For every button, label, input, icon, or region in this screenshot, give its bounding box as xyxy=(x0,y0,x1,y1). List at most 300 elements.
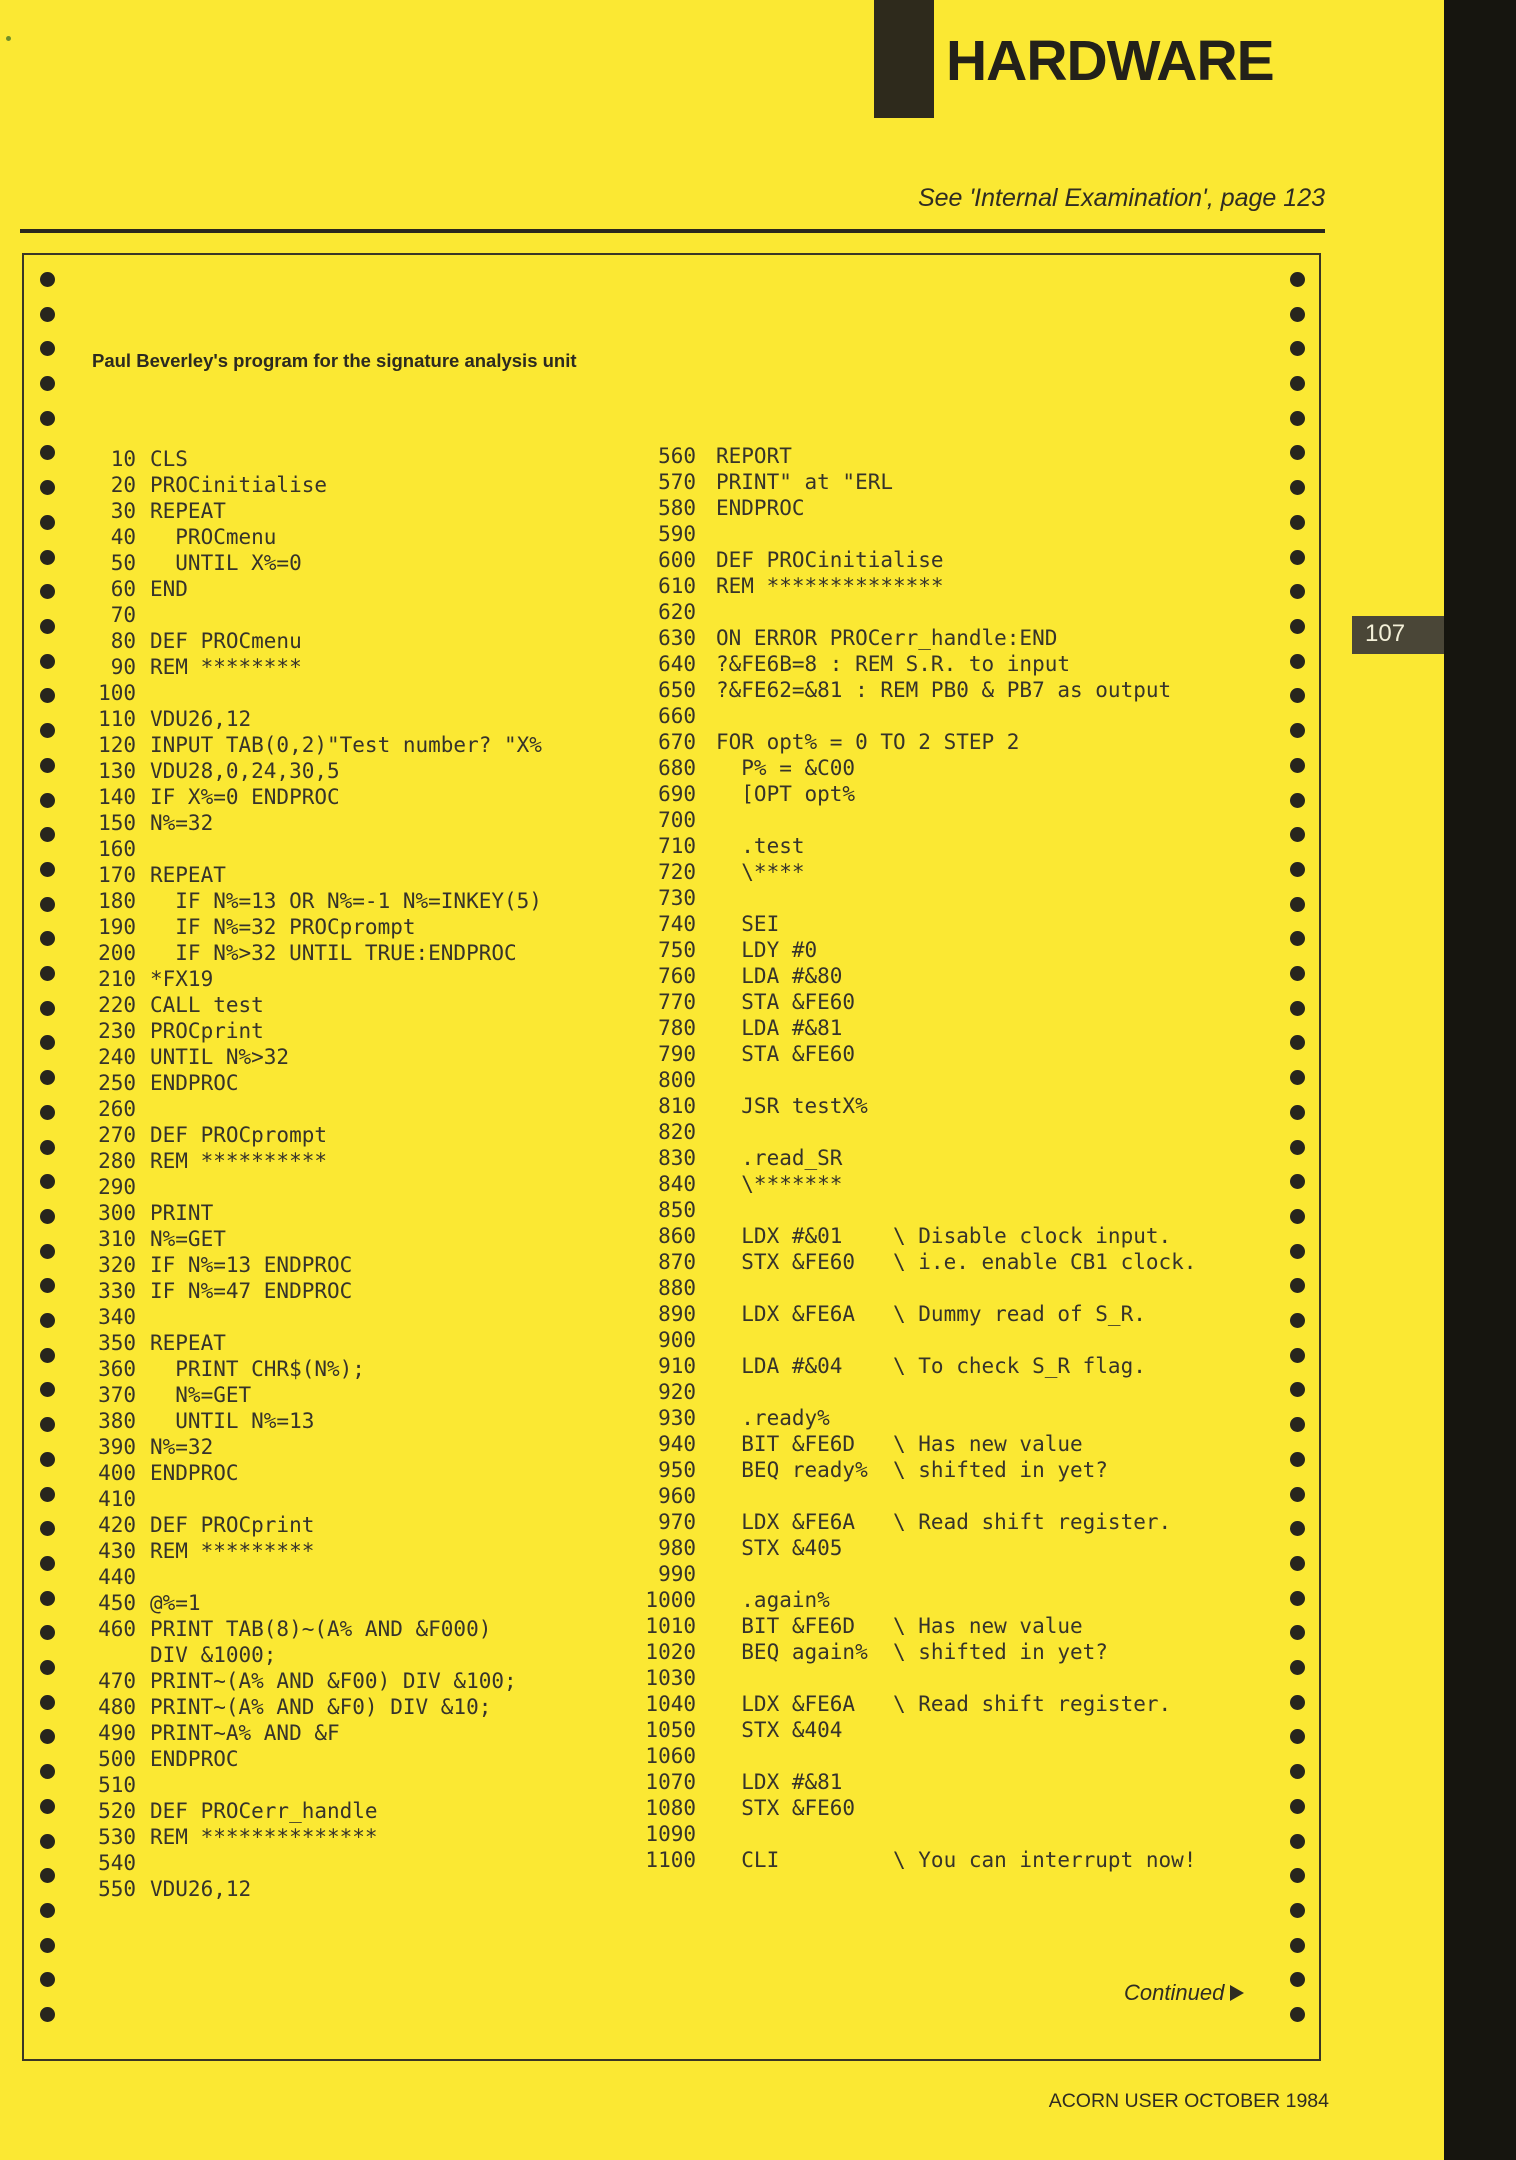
code-text: VDU28,0,24,30,5 xyxy=(150,759,340,783)
code-line xyxy=(636,781,1196,807)
line-number: 470 xyxy=(98,1669,136,1693)
code-text: ENDPROC xyxy=(716,496,805,520)
code-line xyxy=(52,940,542,966)
code-line xyxy=(636,1353,1196,1379)
code-line xyxy=(636,469,1196,495)
code-line xyxy=(636,1093,1196,1119)
line-number: 870 xyxy=(658,1250,696,1274)
code-text: BEQ ready% \ shifted in yet? xyxy=(716,1458,1108,1482)
code-line xyxy=(636,1015,1196,1041)
feed-hole xyxy=(40,2007,55,2022)
line-number: 240 xyxy=(98,1045,136,1069)
code-text: REM ********* xyxy=(150,1539,315,1563)
line-number: 220 xyxy=(98,993,136,1017)
code-text: REPEAT xyxy=(150,863,226,887)
line-number: 440 xyxy=(98,1565,136,1589)
code-line xyxy=(52,472,542,498)
code-line xyxy=(636,1743,1196,1769)
line-number: 960 xyxy=(658,1484,696,1508)
feed-hole xyxy=(1290,1799,1305,1814)
line-number: 670 xyxy=(658,730,696,754)
feed-hole xyxy=(1290,1556,1305,1571)
line-number: 350 xyxy=(98,1331,136,1355)
feed-hole xyxy=(1290,1174,1305,1189)
feed-hole xyxy=(1290,1348,1305,1363)
code-text: LDX &FE6A \ Read shift register. xyxy=(716,1510,1172,1534)
code-text: LDA #&81 xyxy=(716,1016,843,1040)
code-line xyxy=(636,755,1196,781)
feed-hole xyxy=(1290,307,1305,322)
play-arrow-icon xyxy=(1230,1985,1244,2001)
code-text: CALL test xyxy=(150,993,264,1017)
feed-hole xyxy=(1290,515,1305,530)
code-text: N%=GET xyxy=(150,1383,252,1407)
feed-hole xyxy=(1290,931,1305,946)
code-line xyxy=(636,1275,1196,1301)
code-text: REPEAT xyxy=(150,1331,226,1355)
code-text: PRINT~(A% AND &F00) DIV &100; xyxy=(150,1669,517,1693)
code-text: REM ********** xyxy=(150,1149,328,1173)
feed-hole xyxy=(1290,1764,1305,1779)
code-line xyxy=(52,602,542,628)
code-text: STX &FE60 \ i.e. enable CB1 clock. xyxy=(716,1250,1197,1274)
line-number: 180 xyxy=(98,889,136,913)
line-number: 800 xyxy=(658,1068,696,1092)
feed-hole xyxy=(1290,654,1305,669)
line-number: 150 xyxy=(98,811,136,835)
code-line xyxy=(636,1067,1196,1093)
feed-hole xyxy=(1290,341,1305,356)
feed-hole xyxy=(1290,1660,1305,1675)
code-text: PRINT~A% AND &F xyxy=(150,1721,340,1745)
code-line xyxy=(52,628,542,654)
line-number: 360 xyxy=(98,1357,136,1381)
code-text: VDU26,12 xyxy=(150,1877,252,1901)
code-line xyxy=(636,521,1196,547)
code-line xyxy=(636,1639,1196,1665)
footer-magazine-issue: ACORN USER OCTOBER 1984 xyxy=(1048,2090,1329,2112)
code-text: CLS xyxy=(150,447,188,471)
line-number: 990 xyxy=(658,1562,696,1586)
line-number: 720 xyxy=(658,860,696,884)
code-line xyxy=(636,937,1196,963)
code-text: IF N%=32 PROCprompt xyxy=(150,915,416,939)
line-number: 620 xyxy=(658,600,696,624)
code-line xyxy=(52,498,542,524)
line-number: 610 xyxy=(658,574,696,598)
code-line xyxy=(52,1590,542,1616)
code-line xyxy=(636,547,1196,573)
line-number: 640 xyxy=(658,652,696,676)
code-line xyxy=(636,1223,1196,1249)
line-number: 510 xyxy=(98,1773,136,1797)
line-number: 190 xyxy=(98,915,136,939)
line-number: 970 xyxy=(658,1510,696,1534)
code-text: STA &FE60 xyxy=(716,1042,856,1066)
code-line xyxy=(52,1382,542,1408)
code-line xyxy=(636,1405,1196,1431)
line-number: 580 xyxy=(658,496,696,520)
code-text: FOR opt% = 0 TO 2 STEP 2 xyxy=(716,730,1020,754)
cross-reference: See 'Internal Examination', page 123 xyxy=(917,184,1325,212)
line-number: 1040 xyxy=(645,1692,696,1716)
line-number: 930 xyxy=(658,1406,696,1430)
line-number: 80 xyxy=(110,629,136,653)
code-line xyxy=(52,524,542,550)
code-line xyxy=(52,784,542,810)
code-text: @%=1 xyxy=(150,1591,201,1615)
feed-hole xyxy=(1290,272,1305,287)
code-text: BIT &FE6D \ Has new value xyxy=(716,1614,1083,1638)
feed-hole xyxy=(40,341,55,356)
code-text: JSR testX% xyxy=(716,1094,868,1118)
code-text: UNTIL N%=13 xyxy=(150,1409,315,1433)
line-number: 730 xyxy=(658,886,696,910)
feed-hole xyxy=(1290,723,1305,738)
code-text: N%=32 xyxy=(150,1435,214,1459)
feed-hole xyxy=(1290,1695,1305,1710)
code-line xyxy=(52,706,542,732)
line-number: 630 xyxy=(658,626,696,650)
feed-hole xyxy=(1290,897,1305,912)
feed-hole xyxy=(1290,1105,1305,1120)
line-number: 690 xyxy=(658,782,696,806)
code-line xyxy=(52,1278,542,1304)
line-number: 430 xyxy=(98,1539,136,1563)
code-line xyxy=(52,446,542,472)
line-number: 890 xyxy=(658,1302,696,1326)
line-number: 740 xyxy=(658,912,696,936)
code-line xyxy=(636,573,1196,599)
code-line xyxy=(636,1431,1196,1457)
code-text: LDY #0 xyxy=(716,938,818,962)
feed-hole xyxy=(1290,793,1305,808)
line-number: 490 xyxy=(98,1721,136,1745)
code-line xyxy=(52,1330,542,1356)
feed-hole xyxy=(1290,1487,1305,1502)
code-text: BIT &FE6D \ Has new value xyxy=(716,1432,1083,1456)
line-number: 850 xyxy=(658,1198,696,1222)
code-text: [OPT opt% xyxy=(716,782,856,806)
print-mark xyxy=(6,36,11,41)
line-number: 200 xyxy=(98,941,136,965)
line-number: 1030 xyxy=(645,1666,696,1690)
feed-hole xyxy=(1290,758,1305,773)
listing-column-left xyxy=(52,446,542,1902)
code-line xyxy=(636,1795,1196,1821)
code-line xyxy=(52,654,542,680)
line-number: 400 xyxy=(98,1461,136,1485)
code-text: STA &FE60 xyxy=(716,990,856,1014)
feed-hole xyxy=(1290,1868,1305,1883)
code-line xyxy=(636,443,1196,469)
code-line xyxy=(636,807,1196,833)
code-line xyxy=(636,1145,1196,1171)
code-text: ?&FE62=&81 : REM PB0 & PB7 as output xyxy=(716,678,1172,702)
feed-hole xyxy=(1290,376,1305,391)
code-text: .test xyxy=(716,834,805,858)
code-text: PROCmenu xyxy=(150,525,277,549)
code-line xyxy=(52,1226,542,1252)
code-line xyxy=(636,1249,1196,1275)
line-number: 460 xyxy=(98,1617,136,1641)
line-number: 600 xyxy=(658,548,696,572)
code-line xyxy=(636,599,1196,625)
code-line xyxy=(52,1148,542,1174)
line-number: 100 xyxy=(98,681,136,705)
line-number: 520 xyxy=(98,1799,136,1823)
code-line xyxy=(636,963,1196,989)
code-text: PROCinitialise xyxy=(150,473,328,497)
code-text: PRINT xyxy=(150,1201,214,1225)
line-number: 570 xyxy=(658,470,696,494)
line-number: 380 xyxy=(98,1409,136,1433)
code-text: REPEAT xyxy=(150,499,226,523)
code-line xyxy=(636,1197,1196,1223)
code-line xyxy=(52,1304,542,1330)
code-text: LDA #&04 \ To check S_R flag. xyxy=(716,1354,1146,1378)
line-number: 1080 xyxy=(645,1796,696,1820)
line-number: 1100 xyxy=(645,1848,696,1872)
line-number: 160 xyxy=(98,837,136,861)
line-number: 940 xyxy=(658,1432,696,1456)
line-number: 10 xyxy=(110,447,136,471)
feed-hole xyxy=(1290,1452,1305,1467)
line-number: 700 xyxy=(658,808,696,832)
code-line xyxy=(52,1798,542,1824)
code-line xyxy=(636,1769,1196,1795)
code-line xyxy=(52,732,542,758)
code-line xyxy=(52,1044,542,1070)
code-text: DEF PROCerr_handle xyxy=(150,1799,378,1823)
code-line xyxy=(636,495,1196,521)
line-number: 1060 xyxy=(645,1744,696,1768)
line-number: 450 xyxy=(98,1591,136,1615)
code-text: IF X%=0 ENDPROC xyxy=(150,785,340,809)
code-line xyxy=(636,989,1196,1015)
code-text: N%=32 xyxy=(150,811,214,835)
line-number: 1070 xyxy=(645,1770,696,1794)
code-text: ?&FE6B=8 : REM S.R. to input xyxy=(716,652,1071,676)
line-number: 810 xyxy=(658,1094,696,1118)
page-number: 107 xyxy=(1365,620,1406,647)
code-line xyxy=(636,1041,1196,1067)
feed-hole xyxy=(40,376,55,391)
line-number: 170 xyxy=(98,863,136,887)
code-text: STX &404 xyxy=(716,1718,843,1742)
code-line xyxy=(636,1613,1196,1639)
feed-hole xyxy=(1290,1035,1305,1050)
code-text: END xyxy=(150,577,188,601)
code-text: DIV &1000; xyxy=(150,1643,277,1667)
code-text: ENDPROC xyxy=(150,1747,239,1771)
code-text: VDU26,12 xyxy=(150,707,252,731)
feed-hole xyxy=(1290,1244,1305,1259)
code-text: PROCprint xyxy=(150,1019,264,1043)
code-text: \******* xyxy=(716,1172,843,1196)
code-text: \**** xyxy=(716,860,805,884)
line-number: 1000 xyxy=(645,1588,696,1612)
line-number: 530 xyxy=(98,1825,136,1849)
line-number: 60 xyxy=(110,577,136,601)
code-line xyxy=(52,1564,542,1590)
line-number: 540 xyxy=(98,1851,136,1875)
code-text: ON ERROR PROCerr_handle:END xyxy=(716,626,1058,650)
line-number: 270 xyxy=(98,1123,136,1147)
code-line xyxy=(52,1538,542,1564)
code-line xyxy=(636,1535,1196,1561)
code-line xyxy=(52,1200,542,1226)
feed-hole xyxy=(1290,445,1305,460)
code-text: ENDPROC xyxy=(150,1071,239,1095)
code-line xyxy=(52,1434,542,1460)
code-line xyxy=(636,1483,1196,1509)
code-line xyxy=(636,1301,1196,1327)
line-number: 860 xyxy=(658,1224,696,1248)
line-number: 590 xyxy=(658,522,696,546)
line-number: 830 xyxy=(658,1146,696,1170)
line-number: 210 xyxy=(98,967,136,991)
code-line xyxy=(52,1486,542,1512)
code-text: .again% xyxy=(716,1588,830,1612)
code-line xyxy=(636,911,1196,937)
code-line xyxy=(636,1171,1196,1197)
feed-hole xyxy=(1290,1521,1305,1536)
feed-hole xyxy=(1290,1382,1305,1397)
feed-hole xyxy=(1290,688,1305,703)
feed-hole xyxy=(40,411,55,426)
line-number: 660 xyxy=(658,704,696,728)
feed-hole xyxy=(1290,1140,1305,1155)
code-text: IF N%=13 ENDPROC xyxy=(150,1253,353,1277)
feed-hole xyxy=(1290,1278,1305,1293)
line-number: 500 xyxy=(98,1747,136,1771)
line-number: 300 xyxy=(98,1201,136,1225)
code-line xyxy=(52,550,542,576)
line-number: 680 xyxy=(658,756,696,780)
line-number: 280 xyxy=(98,1149,136,1173)
code-line xyxy=(636,651,1196,677)
line-number: 1050 xyxy=(645,1718,696,1742)
line-number: 780 xyxy=(658,1016,696,1040)
line-number: 880 xyxy=(658,1276,696,1300)
line-number: 20 xyxy=(110,473,136,497)
code-text: *FX19 xyxy=(150,967,214,991)
code-line xyxy=(636,885,1196,911)
code-text: UNTIL N%>32 xyxy=(150,1045,290,1069)
code-line xyxy=(636,1665,1196,1691)
continued-label: Continued xyxy=(1124,1980,1225,2005)
code-line xyxy=(636,833,1196,859)
code-text: .read_SR xyxy=(716,1146,843,1170)
code-line xyxy=(636,625,1196,651)
continued-note xyxy=(1124,1980,1244,2006)
code-text: IF N%=13 OR N%=-1 N%=INKEY(5) xyxy=(150,889,542,913)
line-number: 840 xyxy=(658,1172,696,1196)
code-text: LDX #&01 \ Disable clock input. xyxy=(716,1224,1172,1248)
code-line xyxy=(52,1850,542,1876)
code-line xyxy=(636,729,1196,755)
line-number: 1010 xyxy=(645,1614,696,1638)
code-text: REM ************** xyxy=(716,574,944,598)
code-text: DEF PROCmenu xyxy=(150,629,302,653)
feed-hole xyxy=(40,1903,55,1918)
code-line xyxy=(52,1356,542,1382)
code-text: PRINT TAB(8)~(A% AND &F000) xyxy=(150,1617,492,1641)
line-number: 110 xyxy=(98,707,136,731)
code-line xyxy=(636,1821,1196,1847)
code-text: LDX #&81 xyxy=(716,1770,843,1794)
code-text: N%=GET xyxy=(150,1227,226,1251)
code-text: STX &FE60 xyxy=(716,1796,856,1820)
line-number: 90 xyxy=(110,655,136,679)
line-number: 30 xyxy=(110,499,136,523)
code-line xyxy=(52,810,542,836)
feed-hole xyxy=(40,1938,55,1953)
line-number: 790 xyxy=(658,1042,696,1066)
code-line xyxy=(52,1616,542,1642)
code-line xyxy=(636,1561,1196,1587)
code-line xyxy=(52,966,542,992)
listing-column-right xyxy=(636,443,1196,1873)
line-number: 50 xyxy=(110,551,136,575)
line-number: 130 xyxy=(98,759,136,783)
line-number: 310 xyxy=(98,1227,136,1251)
code-line xyxy=(52,836,542,862)
code-line xyxy=(636,677,1196,703)
line-number: 480 xyxy=(98,1695,136,1719)
code-text: P% = &C00 xyxy=(716,756,856,780)
code-line xyxy=(52,888,542,914)
code-line xyxy=(52,1824,542,1850)
code-text: DEF PROCprint xyxy=(150,1513,315,1537)
code-text: IF N%=47 ENDPROC xyxy=(150,1279,353,1303)
line-number: 550 xyxy=(98,1877,136,1901)
line-number: 260 xyxy=(98,1097,136,1121)
code-text: IF N%>32 UNTIL TRUE:ENDPROC xyxy=(150,941,517,965)
code-line xyxy=(636,1379,1196,1405)
feed-hole xyxy=(1290,1938,1305,1953)
code-line xyxy=(52,1252,542,1278)
code-line xyxy=(636,703,1196,729)
code-text: DEF PROCinitialise xyxy=(716,548,944,572)
feed-hole xyxy=(40,1972,55,1987)
code-text: PRINT~(A% AND &F0) DIV &10; xyxy=(150,1695,492,1719)
line-number: 1090 xyxy=(645,1822,696,1846)
feed-hole xyxy=(40,307,55,322)
line-number: 770 xyxy=(658,990,696,1014)
line-number: 820 xyxy=(658,1120,696,1144)
line-number: 230 xyxy=(98,1019,136,1043)
feed-hole xyxy=(1290,2007,1305,2022)
code-line xyxy=(52,1668,542,1694)
code-text: LDA #&80 xyxy=(716,964,843,988)
page-edge-shadow xyxy=(1444,0,1516,2160)
code-line xyxy=(636,1717,1196,1743)
line-number: 250 xyxy=(98,1071,136,1095)
code-line xyxy=(52,862,542,888)
section-title: HARDWARE xyxy=(946,29,1274,93)
line-number: 420 xyxy=(98,1513,136,1537)
code-line xyxy=(636,1691,1196,1717)
feed-hole xyxy=(1290,1834,1305,1849)
code-line xyxy=(636,1327,1196,1353)
code-text: REPORT xyxy=(716,444,792,468)
feed-hole xyxy=(1290,584,1305,599)
code-text: LDX &FE6A \ Dummy read of S_R. xyxy=(716,1302,1146,1326)
line-number: 290 xyxy=(98,1175,136,1199)
code-text: LDX &FE6A \ Read shift register. xyxy=(716,1692,1172,1716)
